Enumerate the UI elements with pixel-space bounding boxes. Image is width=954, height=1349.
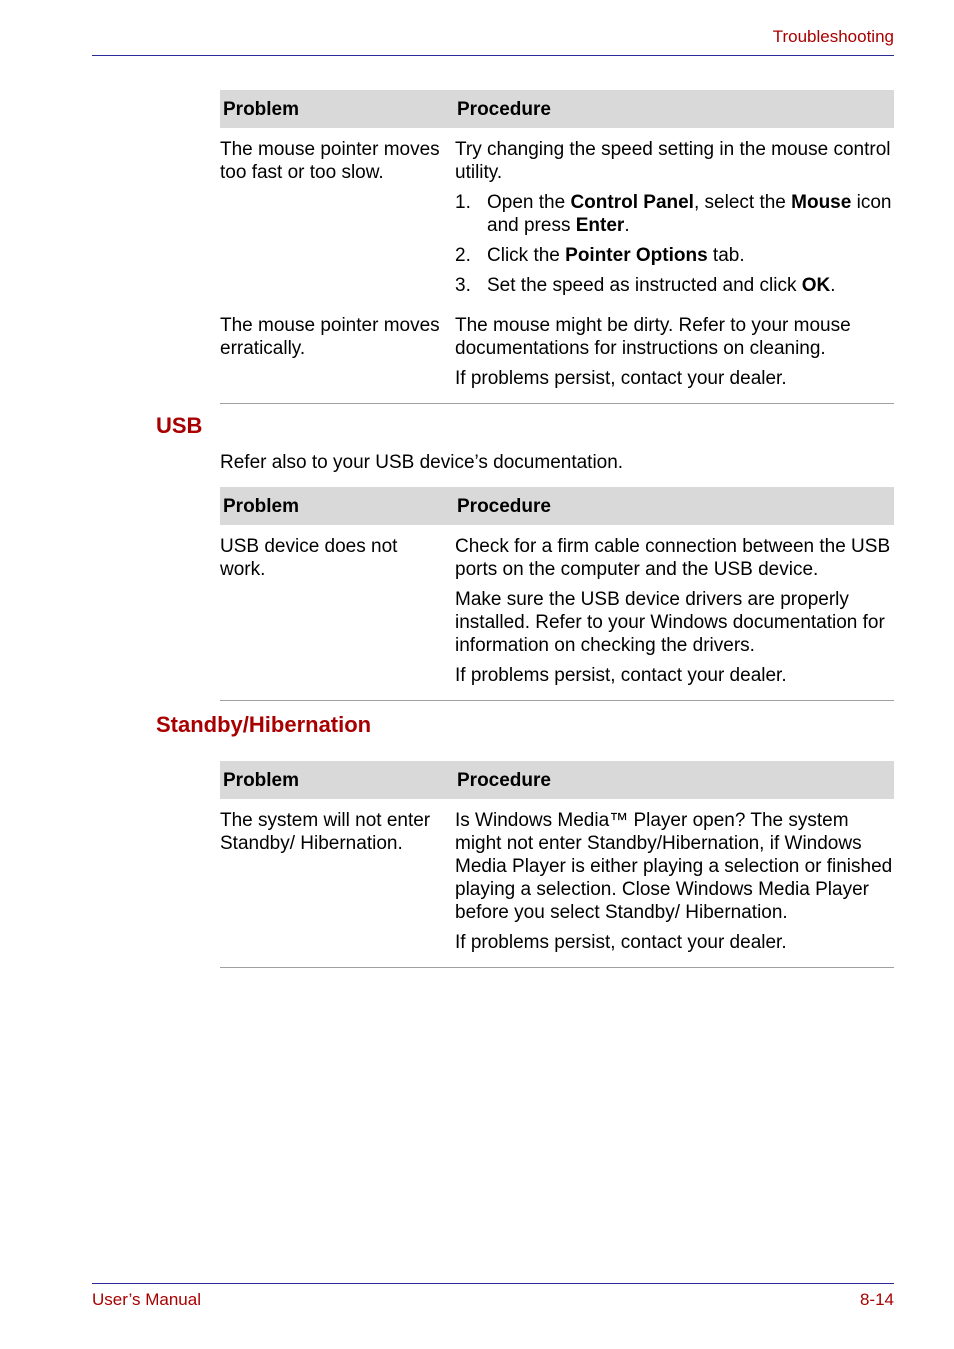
standby-section-heading: Standby/Hibernation [156,712,372,737]
usb-intro-text: Refer also to your USB device’s documentation. [220,452,624,473]
mouse-troubleshooting-table [220,90,894,404]
procedure-cell [455,525,894,701]
step-number: 2. [455,245,471,266]
procedure-column-header: Procedure [455,90,894,128]
step-text: tab. [707,245,745,266]
steps-list [455,191,894,297]
running-header: Troubleshooting [772,27,894,46]
problem-cell: The system will not enter Standby/ Hibernation. [220,799,455,968]
step-text: . [624,215,630,236]
step-text: . [830,275,836,296]
procedure-cell [455,128,894,304]
procedure-text: If problems persist, contact your dealer. [455,932,787,953]
step-emphasis: Control Panel [570,192,694,213]
table-row [220,304,894,404]
table-header-row [220,90,894,128]
procedure-text: The mouse might be dirty. Refer to your mouse documentations for instructions on cleaning. [455,315,851,359]
step-text: icon and press [487,192,892,236]
table-row [220,799,894,968]
procedure-text: If problems persist, contact your dealer. [455,665,787,686]
page-number: 8-14 [859,1290,894,1309]
step-emphasis: Mouse [791,192,852,213]
procedure-text: Try changing the speed setting in the mouse control utility. [455,139,891,183]
problem-cell: USB device does not work. [220,525,455,701]
step-text: Click the [487,245,566,266]
procedure-cell [455,799,894,968]
procedure-text: Make sure the USB device drivers are properly installed. Refer to your Windows documentation for information on checking the drivers. [455,589,885,656]
step-emphasis: OK [801,275,831,296]
procedure-text: Is Windows Media™ Player open? The system might not enter Standby/Hibernation, if Windows Media Player is either playing a selection or finished playing a selection. Close Windows Media Player before you select Standby/ Hibernation. [455,810,893,923]
procedure-cell [455,304,894,404]
step-emphasis: Enter [575,215,625,236]
table-header-row [220,761,894,799]
table-row [220,128,894,304]
step-number: 1. [455,192,471,213]
usb-section-heading: USB [156,413,203,438]
step-text: , select the [693,192,792,213]
problem-cell: The mouse pointer moves erratically. [220,304,455,404]
procedure-text: Check for a firm cable connection between the USB ports on the computer and the USB device. [455,536,891,580]
problem-column-header: Problem [220,761,455,799]
step-number: 3. [455,275,471,296]
procedure-column-header: Procedure [455,761,894,799]
usb-troubleshooting-table [220,487,894,701]
step-item [455,274,894,297]
footer-rule [92,1283,894,1284]
step-emphasis: Pointer Options [565,245,708,266]
step-text: Open the [487,192,571,213]
procedure-text: If problems persist, contact your dealer. [455,368,787,389]
header-rule [92,55,894,56]
problem-cell: The mouse pointer moves too fast or too slow. [220,139,440,183]
step-item [455,191,894,237]
problem-column-header: Problem [220,90,455,128]
step-item [455,244,894,267]
step-text: Set the speed as instructed and click [487,275,802,296]
table-header-row [220,487,894,525]
table-row [220,525,894,701]
standby-troubleshooting-table [220,761,894,968]
problem-column-header: Problem [220,487,455,525]
footer-manual-title: User’s Manual [92,1290,201,1309]
procedure-column-header: Procedure [455,487,894,525]
